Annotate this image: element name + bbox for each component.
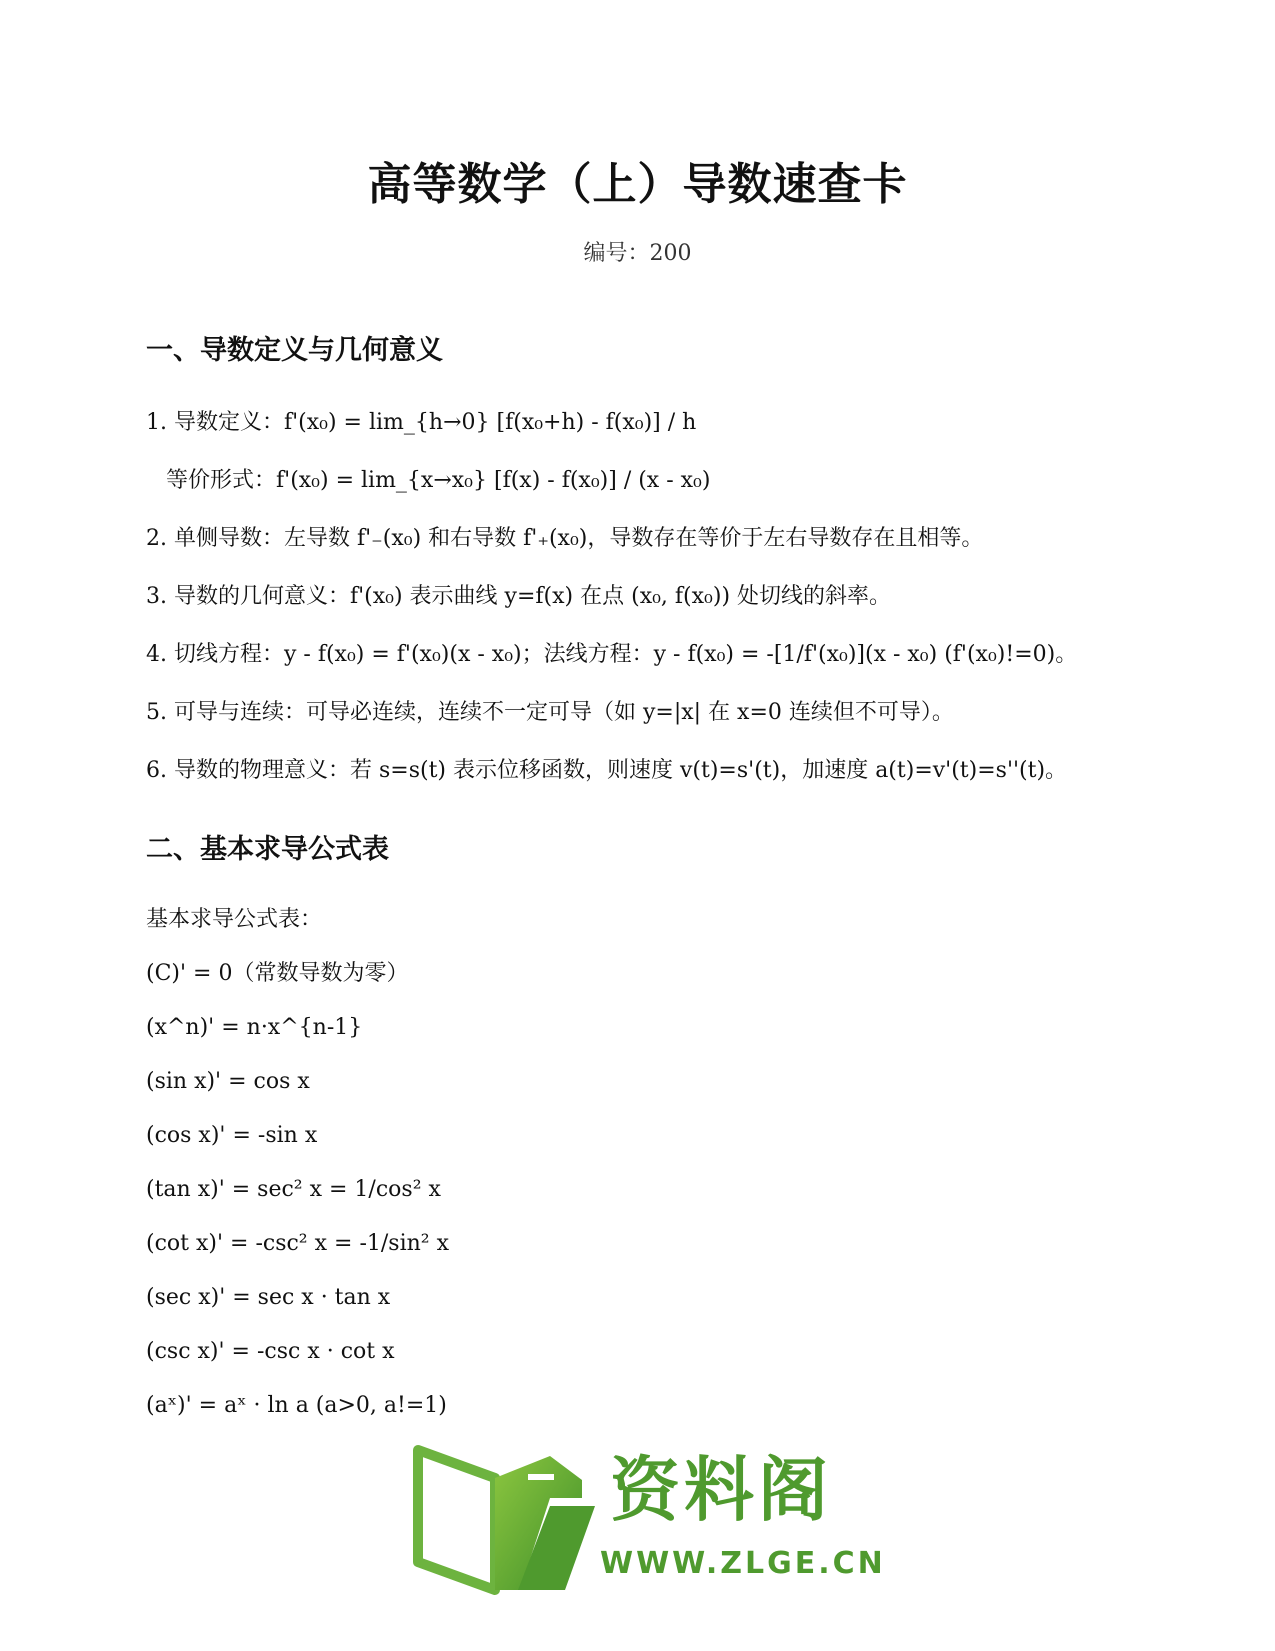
list-item: 3. 导数的几何意义：f'(x₀) 表示曲线 y=f(x) 在点 (x₀, f(x₀)) 处切线的斜率。 xyxy=(146,584,892,609)
watermark-logo xyxy=(400,1440,886,1600)
formula-line: (tan x)' = sec² x = 1/cos² x xyxy=(146,1177,441,1202)
list-item: 5. 可导与连续：可导必连续，连续不一定可导（如 y=|x| 在 x=0 连续但不可导）。 xyxy=(146,700,954,725)
formula-line: 基本求导公式表： xyxy=(146,907,323,932)
section-definition xyxy=(146,333,1175,800)
formula-line: (cos x)' = -sin x xyxy=(146,1123,318,1148)
section-heading: 一、导数定义与几何意义 xyxy=(146,335,443,366)
formula-line: (cot x)' = -csc² x = -1/sin² x xyxy=(146,1231,450,1256)
formula-line: (x^n)' = n·x^{n-1} xyxy=(146,1015,363,1040)
list-item: 1. 导数定义：f'(x₀) = lim_{h→0} [f(x₀+h) - f(x₀)] / h xyxy=(146,410,697,435)
watermark-brand: 资料阁 xyxy=(610,1449,832,1531)
section-heading: 二、基本求导公式表 xyxy=(146,834,389,865)
list-item: 2. 单侧导数：左导数 f'₋(x₀) 和右导数 f'₊(x₀)，导数存在等价于左右导数存在且相等。 xyxy=(146,526,984,551)
formula-line: (csc x)' = -csc x · cot x xyxy=(146,1339,395,1364)
book-folder-icon xyxy=(400,1440,600,1600)
formula-line: (aˣ)' = aˣ · ln a (a>0, a!=1) xyxy=(146,1393,447,1418)
formula-line: (sec x)' = sec x · tan x xyxy=(146,1285,391,1310)
section-formulas xyxy=(146,832,1175,1433)
page-title: 高等数学（上）导数速查卡 xyxy=(367,159,908,210)
formula-line: (C)' = 0（常数导数为零） xyxy=(146,961,409,986)
list-item: 6. 导数的物理意义：若 s=s(t) 表示位移函数，则速度 v(t)=s'(t)，加速度 a(t)=v'(t)=s''(t)。 xyxy=(146,758,1068,783)
formula-line: (sin x)' = cos x xyxy=(146,1069,310,1094)
list-item: 等价形式：f'(x₀) = lim_{x→x₀} [f(x) - f(x₀)] / (x - x₀) xyxy=(166,468,711,493)
watermark-url: WWW.ZLGE.CN xyxy=(600,1546,886,1581)
document-number: 编号：200 xyxy=(583,241,692,266)
list-item: 4. 切线方程：y - f(x₀) = f'(x₀)(x - x₀)；法线方程：y - f(x₀) = -[1/f'(x₀)](x - x₀) (f'(x₀)!=0)。 xyxy=(146,642,1078,667)
